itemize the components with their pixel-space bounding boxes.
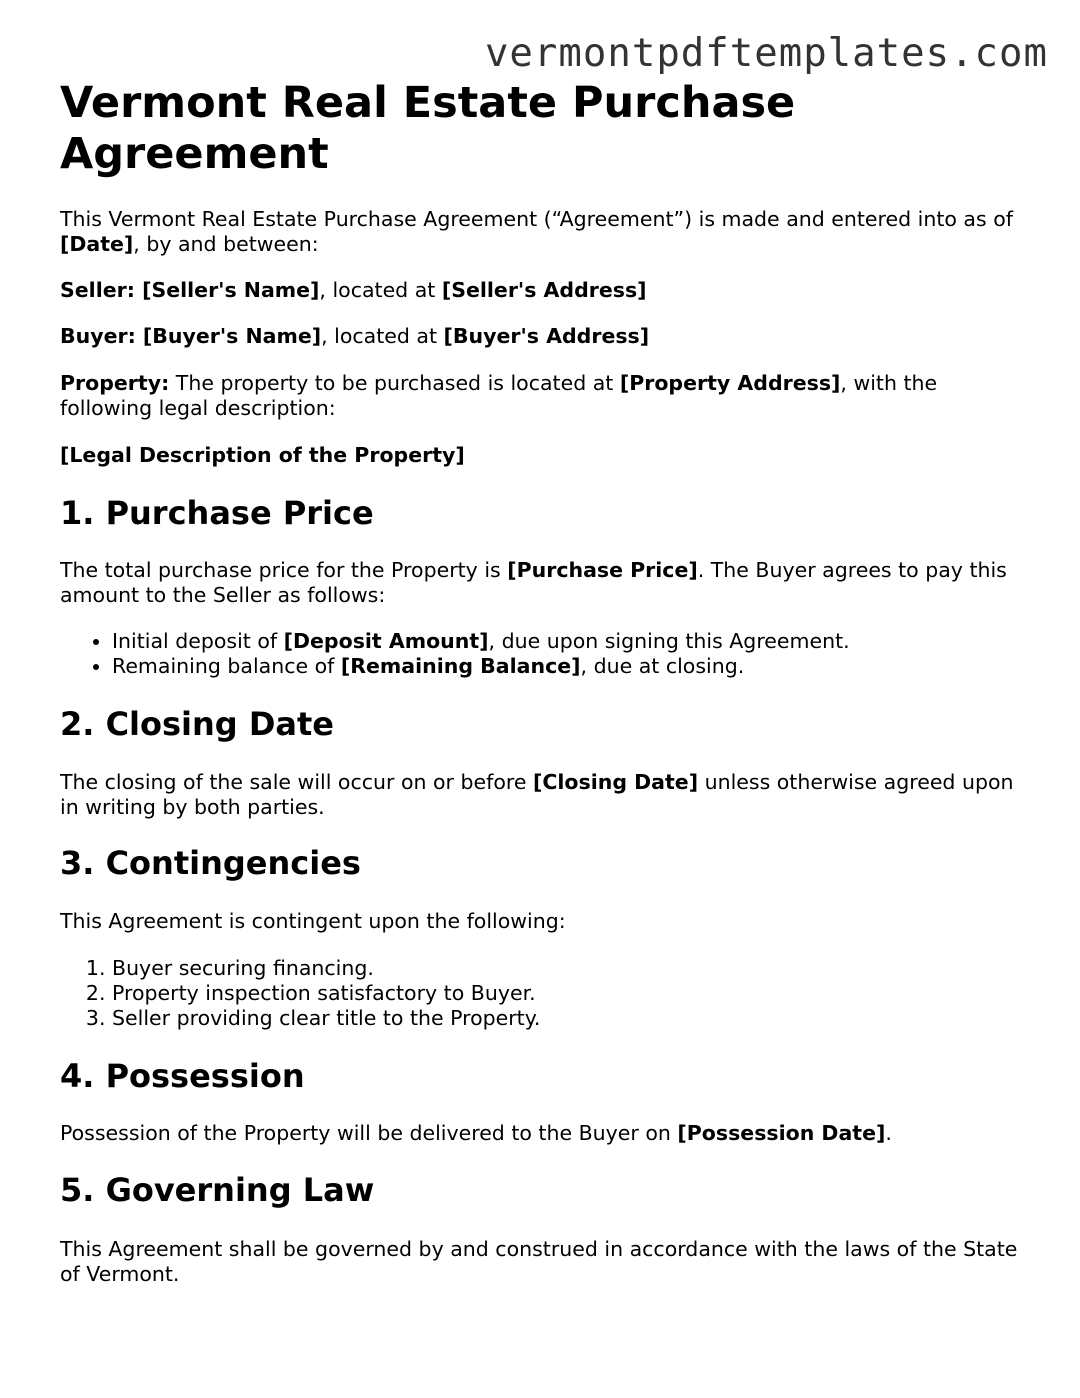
section-heading-governing-law: 5. Governing Law (60, 1171, 375, 1209)
buyer-mid: , located at (321, 324, 444, 348)
seller-label: Seller: [Seller's Name] (60, 278, 320, 302)
list-item: 3. Seller providing clear title to the Property. (112, 1006, 1030, 1031)
intro-text-2: , by and between: (133, 232, 319, 256)
section-heading-possession: 4. Possession (60, 1057, 305, 1095)
buyer-label: Buyer: [Buyer's Name] (60, 324, 322, 348)
list-item: • Initial deposit of [Deposit Amount], due upon signing this Agreement. (112, 629, 1030, 654)
purchase-price-paragraph (60, 558, 1030, 608)
purchase-text-2: . The Buyer agrees to pay this amount to the Seller as follows: (60, 558, 1007, 607)
list-item: 2. Property inspection satisfactory to Buyer. (112, 981, 1030, 1006)
document-title: Vermont Real Estate Purchase Agreement (60, 78, 796, 179)
purchase-price-placeholder: [Purchase Price] (507, 558, 698, 582)
deposit-placeholder: [Deposit Amount] (283, 629, 489, 653)
watermark: vermontpdftemplates.com (484, 31, 1048, 76)
list-item: • Remaining balance of [Remaining Balance], due at closing. (112, 654, 1030, 679)
seller-line (60, 278, 1030, 303)
property-label: Property: (60, 371, 170, 395)
section-heading-purchase-price: 1. Purchase Price (60, 494, 374, 532)
buyer-line (60, 324, 1030, 349)
intro-paragraph (60, 207, 1030, 257)
contingencies-intro: This Agreement is contingent upon the following: (60, 909, 566, 933)
seller-address: [Seller's Address] (441, 278, 647, 302)
purchase-text-1: The total purchase price for the Property is (60, 558, 508, 582)
balance-placeholder: [Remaining Balance] (340, 654, 581, 678)
contingencies-list (60, 956, 1030, 1031)
closing-date-paragraph: The closing of the sale will occur on or before [Closing Date] unless otherwise agreed upon in writing by both parties. (60, 770, 1014, 819)
property-address: [Property Address] (619, 371, 841, 395)
closing-date-placeholder: [Closing Date] (532, 770, 699, 794)
payment-list (60, 629, 1030, 679)
possession-date-placeholder: [Possession Date] (677, 1121, 886, 1145)
legal-description: [Legal Description of the Property] (60, 443, 465, 467)
date-placeholder: [Date] (60, 232, 134, 256)
section-heading-contingencies: 3. Contingencies (60, 844, 361, 882)
governing-law-paragraph: This Agreement shall be governed by and construed in accordance with the laws of the State of Vermont. (60, 1237, 1018, 1286)
seller-mid: , located at (319, 278, 442, 302)
property-text-1: The property to be purchased is located at (169, 371, 620, 395)
property-text-2: , with the following legal description: (60, 371, 938, 420)
list-item: 1. Buyer securing financing. (112, 956, 1030, 981)
possession-paragraph: Possession of the Property will be delivered to the Buyer on [Possession Date]. (60, 1121, 892, 1145)
property-paragraph (60, 371, 1030, 421)
section-heading-closing-date: 2. Closing Date (60, 705, 334, 743)
intro-text-1: This Vermont Real Estate Purchase Agreement (“Agreement”) is made and entered into as of (60, 207, 1013, 231)
buyer-address: [Buyer's Address] (443, 324, 650, 348)
